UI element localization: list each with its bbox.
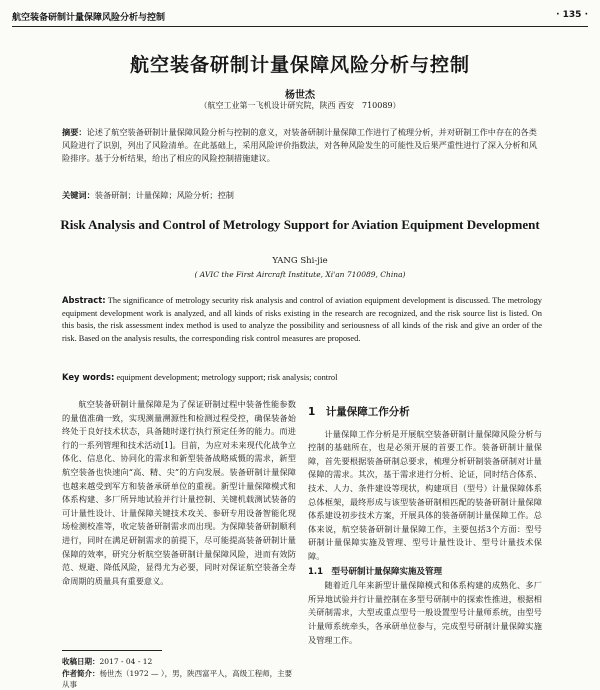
english-keywords xyxy=(62,371,542,385)
chinese-abstract-text: 论述了航空装备研制计量保障风险分析与控制的意义，对装备研制计量保障工作进行了梳理分析，并对研制工作中存在的各类风险进行了识别，列出了风险清单。在此基础上，采用风险评价指数法，对各种风险发生的可能性及后果严重性进行了深入分析和风险排序。基于分析结果，给出了相应的风险控制措施建议。 xyxy=(62,127,537,163)
english-keywords-text: equipment development; metrology support; risk analysis; control xyxy=(116,373,338,382)
author-bio-text: 杨世杰（1972 — ），男，陕西富平人，高级工程师，主要从事 xyxy=(62,669,293,689)
section-1-paragraph: 计量保障工作分析是开展航空装备研制计量保障风险分析与控制的基础所在，也是必须开展的首要工作。装备研制计量保障，首先要根据装备研制总要求，梳理分析研制装备研制对计量保障的需求。其次，基于需求进行分析、论证，同时结合体系、技术、人力、条件建设等现状，构建项目（型号）计量保障体系总体框架，最终形成与该型装备研制相匹配的装备研制计量保障体系建设初步技术方案，开展具体的装备研制计量保障工作。总体来说，航空装备研制计量保障工作，主要包括3个方面：型号研制计量保障实施及管理、型号计量性设计、型号计量技术保障。 xyxy=(308,428,542,561)
received-label: 收稿日期： xyxy=(62,657,100,666)
footnote-rule xyxy=(62,650,162,651)
author-bio-label: 作者简介： xyxy=(62,669,100,678)
english-affiliation: ( AVIC the First Aircraft Institute, Xi'an 710089, China) xyxy=(194,270,406,279)
author-bio xyxy=(62,668,296,690)
english-abstract xyxy=(62,294,542,345)
right-column xyxy=(308,398,542,681)
chinese-affiliation: （航空工业第一飞机设计研究院，陕西 西安 710089） xyxy=(199,101,401,110)
intro-paragraph: 航空装备研制计量保障是为了保证研制过程中装备性能参数的量值准确一致，实现测量溯源性和检测过程受控，确保装备始终处于良好技术状态，具备随时遂行执行预定任务的能力。而进行的一系列管理和技术活动[1]。目前，为应对未来现代化战争立体化、信息化、协同化的需求和新型装备战略威慑的需求，新型航空装备也快速向“高、精、尖”的方向发展。装备研制计量保障也越来越受到军方和装备承研单位的重视。新型计量保障模式和体系构建、多厂所异地试验并行计量控制、关键机载测试装备的可计量性设计、计量保障关键技术攻关、参研专用设备智能化现场检测校准等，收定装备研制需求而出现。为保障装备研制顺利进行，同时在满足研制需求的前提下，尽可能提高装备研制计量保障的效率，研究分析航空装备研制计量保障风险，进而有效防范、规避、降低风险，显得尤为必要，同时对保证航空装备全寿命周期的质量具有重要意义。 xyxy=(62,399,296,586)
chinese-keywords-text: 装备研制；计量保障；风险分析；控制 xyxy=(94,190,234,200)
english-title: Risk Analysis and Control of Metrology Support for Aviation Equipment Development xyxy=(60,217,540,232)
received-value: 2017 - 04 - 12 xyxy=(99,657,153,666)
english-author: YANG Shi-jie xyxy=(272,256,328,266)
running-header-title: 航空装备研制计量保障风险分析与控制 xyxy=(12,13,166,23)
subsection-1-1-heading: 1.1 型号研制计量保障实施及管理 xyxy=(308,566,443,577)
running-header xyxy=(12,10,588,24)
chinese-abstract xyxy=(62,126,542,164)
page-number: · 135 · xyxy=(556,10,588,20)
chinese-title: 航空装备研制计量保障风险分析与控制 xyxy=(129,54,470,76)
english-abstract-text: The significance of metrology security risk analysis and control of aviation equipment development is discussed. The metrology equipment development work is analyzed, and all kinds of risks existing in the research are recognized, and the risk source list is listed. On this basis, the risk assessment index method is used to analyze the possibility and seriousness of all kinds of the risk and give an order of the risk. Based on the analysis results, the corresponding risk control measures are proposed. xyxy=(62,296,542,343)
header-rule xyxy=(12,26,588,27)
chinese-abstract-label: 摘要： xyxy=(62,127,87,137)
chinese-keywords-label: 关键词： xyxy=(62,190,95,200)
chinese-keywords xyxy=(62,189,542,202)
received-date xyxy=(62,656,296,667)
section-1-heading: 1 计量保障工作分析 xyxy=(308,406,410,418)
english-keywords-label: Key words: xyxy=(62,372,115,382)
subsection-1-1-paragraph: 随着近几年来新型计量保障模式和体系构建的成熟化、多厂所异地试验并行计量控制在多型号研制中的探索性推进，根据相关研制需求，大型或重点型号一般设置型号计量师系统，由型号计量师系统牵头，各承研单位参与，完成型号研制计量保障实施及管理工作。 xyxy=(308,580,542,645)
english-abstract-label: Abstract: xyxy=(62,295,106,305)
chinese-author: 杨世杰 xyxy=(285,90,315,101)
left-column xyxy=(62,398,296,634)
